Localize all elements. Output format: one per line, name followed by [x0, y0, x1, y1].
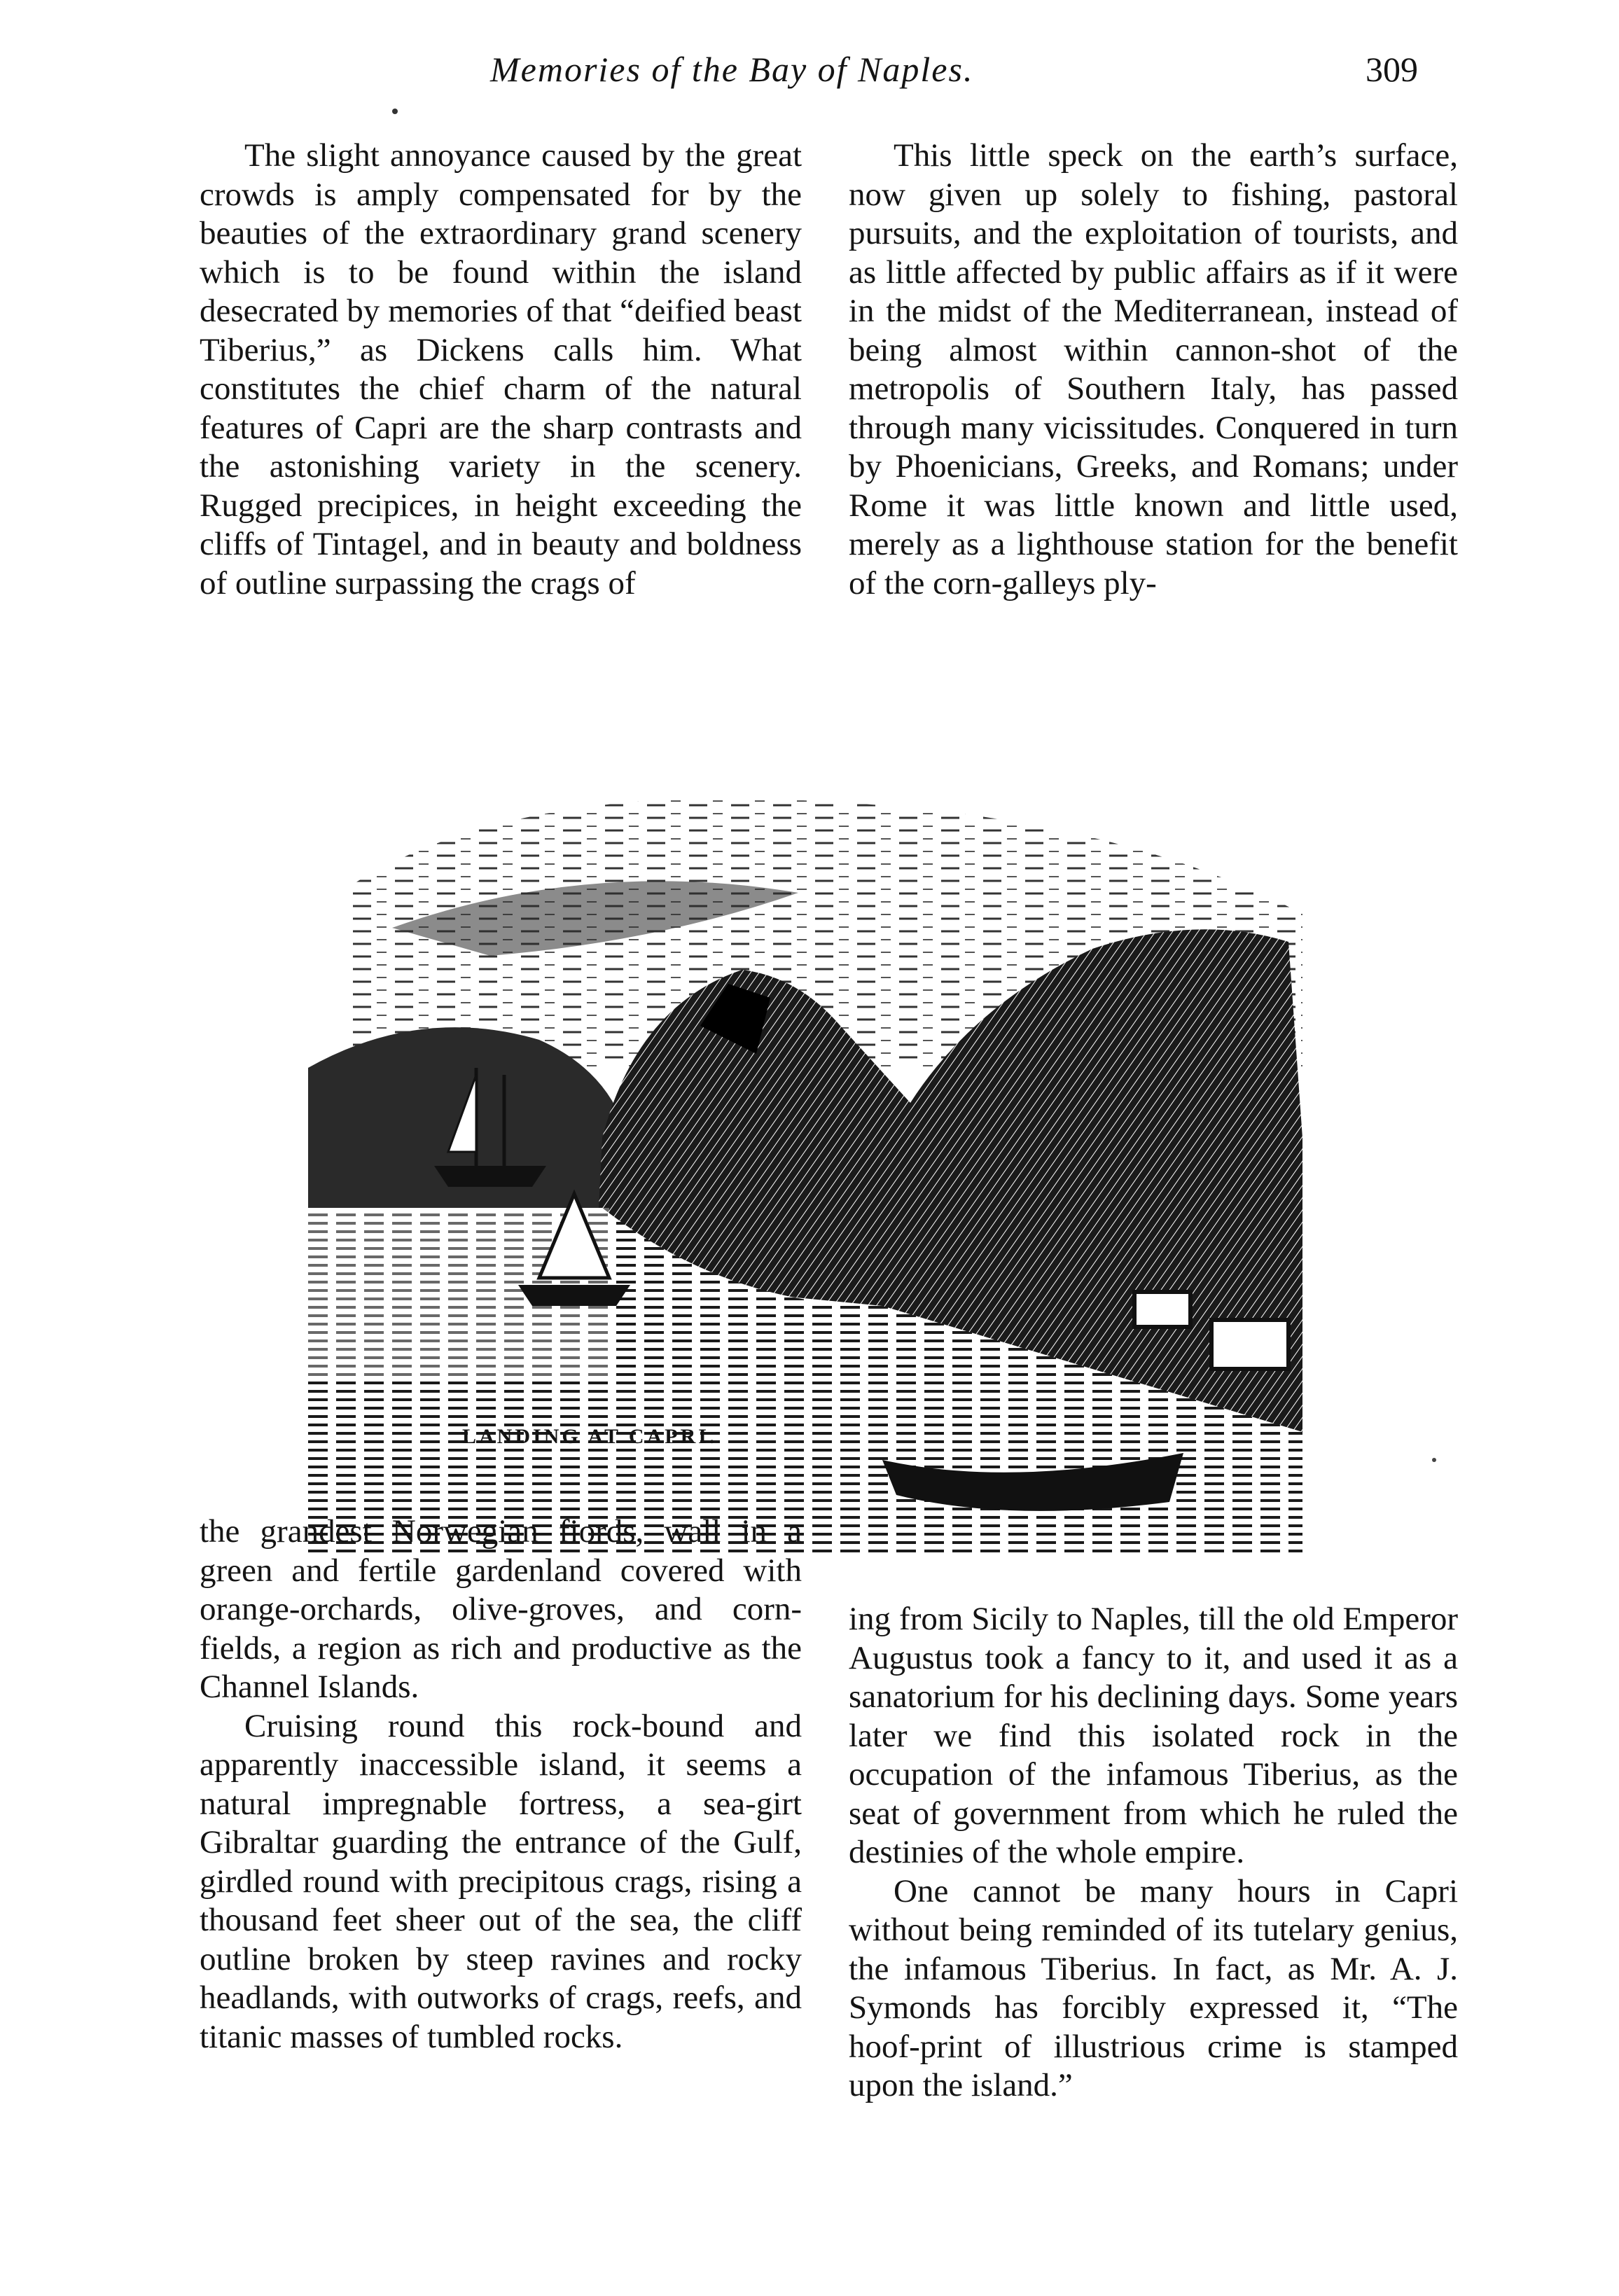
running-head	[0, 49, 1619, 98]
paragraph: One cannot be many hours in Capri without being reminded of its tutelary genius, the infamous Tiberius. In fact, as Mr. A. J. Symonds has forcibly expressed it, “The hoof-print of illustrious crime is stamped upon the island.”	[849, 1872, 1458, 2103]
print-speck	[392, 109, 398, 114]
harbour-house	[1134, 1292, 1190, 1327]
column-top-left	[200, 137, 802, 603]
harbour-house	[1211, 1320, 1288, 1369]
paragraph: Cruising round this rock-bound and apparently inaccessible island, it seems a natural impregnable fortress, a sea-girt Gibraltar guarding the entrance of the Gulf, girdled round with precipitous crags, rising a thousand feet sheer out of the sea, the cliff outline broken by steep ravines and rocky headlands, with outworks of crags, reefs, and titanic masses of tumbled rocks.	[200, 1707, 802, 2055]
paragraph: This little speck on the earth’s surface, now given up solely to fishing, pastoral pursuits, and the exploitation of tourists, and as little affected by public affairs as if it were in the midst of the Mediterranean, instead of being almost within cannon-shot of the metropolis of Southern Italy, has passed through many vicissitudes. Conquered in turn by Phoenicians, Greeks, and Romans; under Rome it was little known and little used, merely as a lighthouse station for the benefit of the corn-galleys ply-	[849, 137, 1458, 601]
print-speck	[1432, 1458, 1436, 1462]
page-number: 309	[1366, 50, 1418, 89]
paragraph: ing from Sicily to Naples, till the old Emperor Augustus took a fancy to it, and used it as a sanatorium for his declining days. Some years later we find this isolated rock in the occupation of the infamous Tiberius, as the seat of government from which he ruled the destinies of the whole empire.	[849, 1601, 1458, 1870]
figure-caption: LANDING AT CAPRI.	[462, 1425, 718, 1448]
column-top-right	[849, 137, 1458, 603]
column-bottom-right	[849, 1600, 1458, 2106]
running-title: Memories of the Bay of Naples.	[490, 50, 974, 89]
column-bottom-left	[200, 1512, 802, 2057]
paragraph: the grandest Norwegian fiords, wall in a green and fertile gardenland covered with orange-orchards, olive-groves, and corn-fields, a region as rich and productive as the Channel Islands.	[200, 1513, 802, 1705]
paragraph: The slight annoyance caused by the great crowds is amply compensated for by the beauties of the extraordinary grand scenery which is to be found within the island desecrated by memories of that “deified beast Tiberius,” as Dickens calls him. What constitutes the chief charm of the natural features of Capri are the sharp contrasts and the astonishing variety in the scenery. Rugged precipices, in height exceeding the cliffs of Tintagel, and in beauty and boldness of outline surpassing the crags of	[200, 137, 802, 601]
